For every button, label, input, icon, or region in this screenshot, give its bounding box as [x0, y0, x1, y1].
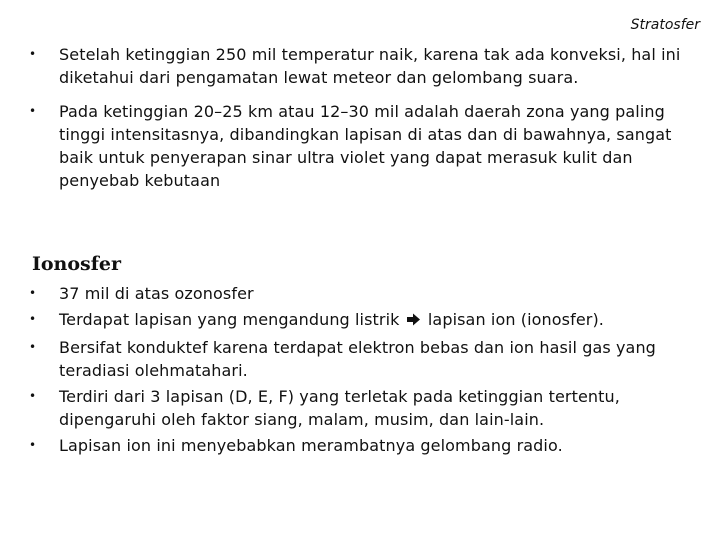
- list-item-text-before: Terdapat lapisan yang mengandung listrik: [59, 310, 400, 329]
- bullet-icon: •: [29, 438, 37, 452]
- list-item-text: Lapisan ion ini menyebabkan merambatnya gelombang radio.: [59, 436, 563, 455]
- bullet-icon: •: [29, 312, 37, 326]
- list-item-text: Setelah ketinggian 250 mil temperatur naik, karena tak ada konveksi, hal ini diketahui dari pengamatan lewat meteor dan gelombang suara.: [59, 45, 681, 87]
- list-item: [0, 43, 720, 89]
- bullet-icon: •: [29, 104, 37, 118]
- list-item: [0, 336, 720, 382]
- list-item-text: Terdiri dari 3 lapisan (D, E, F) yang terletak pada ketinggian tertentu, dipengaruhi oleh faktor siang, malam, musim, dan lain-lain.: [59, 387, 620, 429]
- bullet-icon: •: [29, 389, 37, 403]
- right-arrow-icon: [406, 310, 421, 333]
- list-item-text-after: lapisan ion (ionosfer).: [427, 310, 604, 329]
- list-item: [0, 282, 720, 305]
- bullet-icon: •: [29, 47, 37, 61]
- list-item-text: Bersifat konduktef karena terdapat elektron bebas dan ion hasil gas yang teradiasi olehmatahari.: [59, 338, 656, 380]
- stratosfer-bullet-list: [0, 43, 720, 192]
- list-item-text: 37 mil di atas ozonosfer: [59, 284, 254, 303]
- section-header-label: Stratosfer: [630, 17, 700, 33]
- ionosfer-bullet-list: [0, 282, 720, 457]
- list-item: [0, 434, 720, 457]
- ionosfer-section: [0, 282, 720, 457]
- list-item: [0, 385, 720, 431]
- list-item: [0, 100, 720, 192]
- bullet-icon: •: [29, 286, 37, 300]
- list-item-text: Pada ketinggian 20–25 km atau 12–30 mil adalah daerah zona yang paling tinggi intensitasnya, dibandingkan lapisan di atas dan di bawahnya, sangat baik untuk penyerapan sinar ultra violet yang dapat merasuk kulit dan penyebab kebutaan: [59, 102, 672, 190]
- section-title: Ionosfer: [32, 253, 122, 275]
- bullet-icon: •: [29, 340, 37, 354]
- list-item: [0, 308, 720, 333]
- stratosfer-section: [0, 43, 720, 192]
